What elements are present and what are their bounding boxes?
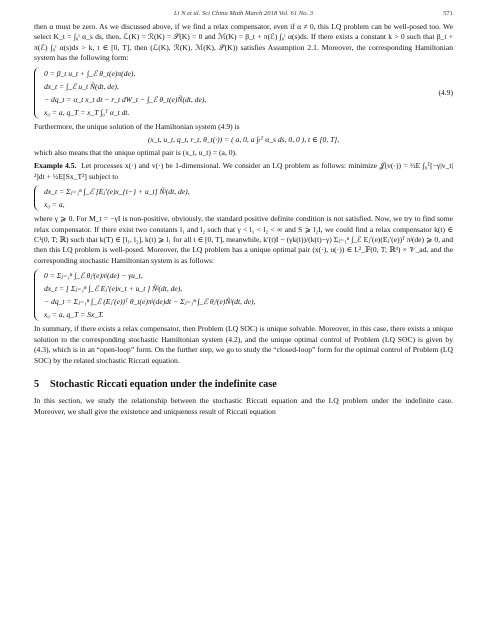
paragraph-unique-solution: Furthermore, the unique solution of the Hamiltonian system (4.9) is: [34, 121, 240, 131]
paragraph-optimal-pair: which also means that the unique optimal pair is (x_t, u_t) = (a, 0).: [34, 148, 237, 158]
paragraph-section-intro: In this section, we study the relationship between the stochastic Riccati equation and the LQ problem under the indefinite case. Moreover, we shall give the existence and uniqueness result of Riccati equation: [34, 396, 453, 416]
running-head: Li N et al. Sci China Math March 2018 Vol. 61 No. 3: [173, 10, 314, 17]
section-title: Stochastic Riccati equation under the indefinite case: [50, 378, 277, 390]
equation-line: x₀ = a, q_T = x_T ∫₀ᵀ α_t dt.: [44, 107, 130, 117]
equation-line: dx_t = ∫_ℰ u_t Ñ(dt, de),: [44, 81, 119, 91]
page-body: [34, 22, 453, 417]
paragraph-summary: In summary, if there exists a relax compensator, then Problem (LQ SOC) is unique solvable. Moreover, in this case, there exists a unique solution to the corresponding stochastic Hamiltonian system (4.2), and the unique optimal control of Problem (LQ SOC) is given by (4.3), which is in an “open-loop” form. On the further step, we go to study the “closed-loop” form for the optimal control of Problem (LQ SOC) by the related stochastic Riccati equation.: [34, 324, 453, 365]
solution-equation: (x_t, u_t, q_t, r_t, θ_t(·)) = ( a, 0, a ∫ₜᵀ α_s ds, 0, 0 ), t ∈ [0, T],: [147, 135, 340, 145]
left-brace: [34, 67, 42, 119]
section-number: 5: [34, 378, 40, 390]
section-heading: [34, 380, 453, 390]
paragraph-relax-compensator: then α must be zero. As we discussed above, if we find a relax compensator, even if α ≠ 0, this LQ problem can be well-posed too. We select K_t = ∫₀ᵗ α_s ds, then, ℒ(K) = ℛ(K) = 𝒮(K) = 0 and ℳ(K) = β_t + π(ℰ) ∫₀ᵗ α(s)ds. If there exists a constant k > 0 such that β_t + π(ℰ) ∫₀ᵗ α(s)ds > k, t ∈ [0, T], then (ℒ(K), ℛ(K), ℳ(K), 𝒮(K)) satisfies Assumption 2.1. Moreover, the corresponding Hamiltonian system has the following form:: [34, 22, 453, 63]
equation-4-9: [34, 67, 453, 119]
example-label: Example 4.5.: [34, 161, 77, 171]
equation-line: 0 = Σⱼ₌₁ⁿ ∫_ℰ θⱼᵗ(e)πʲ(de) − γu_t,: [44, 271, 143, 281]
page-number: 571: [443, 10, 453, 17]
equation-line: x₀ = a,: [44, 200, 65, 210]
equation-hamiltonian: [34, 269, 453, 321]
left-brace: [34, 185, 42, 211]
paragraph-relax-condition: where γ ⩾ 0. For M_t = −γI is non-positive, obviously, the standard positive definite condition is not satisfied. Now, we try to find some relax compensator. If there exist two constants l₁ and l₂ such that γ < l₁ < l₂ < ∞ and S ⩾ l₂I, we could find a relax compensator k(t) ∈ C¹(0, T; ℝ) such that k(T) ∈ [l₁, l₂], k(t) ⩾ l₁ for all t ∈ [0, T], meanwhile, k′(t)I − (γk(t))/(k(t)−γ) Σⱼ₌₁ⁿ ∫_ℰ Eⱼ′(e)(Eⱼ′(e))ᵀ πʲ(de) ⩾ 0, and then this LQ problem is well-posed. Moreover, the LQ problem has a unique optimal pair (x(·), u(·)) ∈ L²_𝔽(0, T; ℝᵈ) × 𝒱_ad, and the corresponding stochastic Hamiltonian system is as follows:: [34, 214, 453, 265]
equation-line: − dq_t = α_t x_t dt − r_t dW_t − ∫_ℰ θ_t(e)Ñ(dt, de),: [44, 94, 207, 104]
example-text: Let processes x(·) and v(·) be 1-dimensional. We consider an LQ problem as follows: minimize 𝒥(v(·)) = ½E ∫₀ᵀ[−γ|v_t|²]dt + ½E[Sx_T²] subject to: [34, 161, 453, 181]
equation-number: (4.9): [438, 87, 453, 97]
equation-line: dx_t = Σⱼ₌₁ⁿ ∫_ℰ [Eⱼ′(e)x_{t−} + u_t] Ñʲ(dt, de),: [44, 187, 190, 197]
equation-line: dx_t = [ Σⱼ₌₁ⁿ ∫_ℰ Eⱼ′(e)x_t + u_t ] Ñʲ(dt, de),: [44, 284, 183, 294]
equation-line: x₀ = a, q_T = Sx_T.: [44, 310, 104, 320]
equation-line: 0 = β_t u_t + ∫_ℰ θ_t(e)π(de),: [44, 68, 136, 78]
equation-state: [34, 185, 453, 211]
example-paragraph: [34, 161, 453, 182]
left-brace: [34, 269, 42, 321]
equation-line: − dq_t = Σⱼ₌₁ⁿ ∫_ℰ (Eⱼ′(e))ᵀ θ_t(e)πʲ(de)dt − Σⱼ₌₁ⁿ ∫_ℰ θⱼᵗ(e)Ñʲ(dt, de),: [44, 297, 256, 307]
